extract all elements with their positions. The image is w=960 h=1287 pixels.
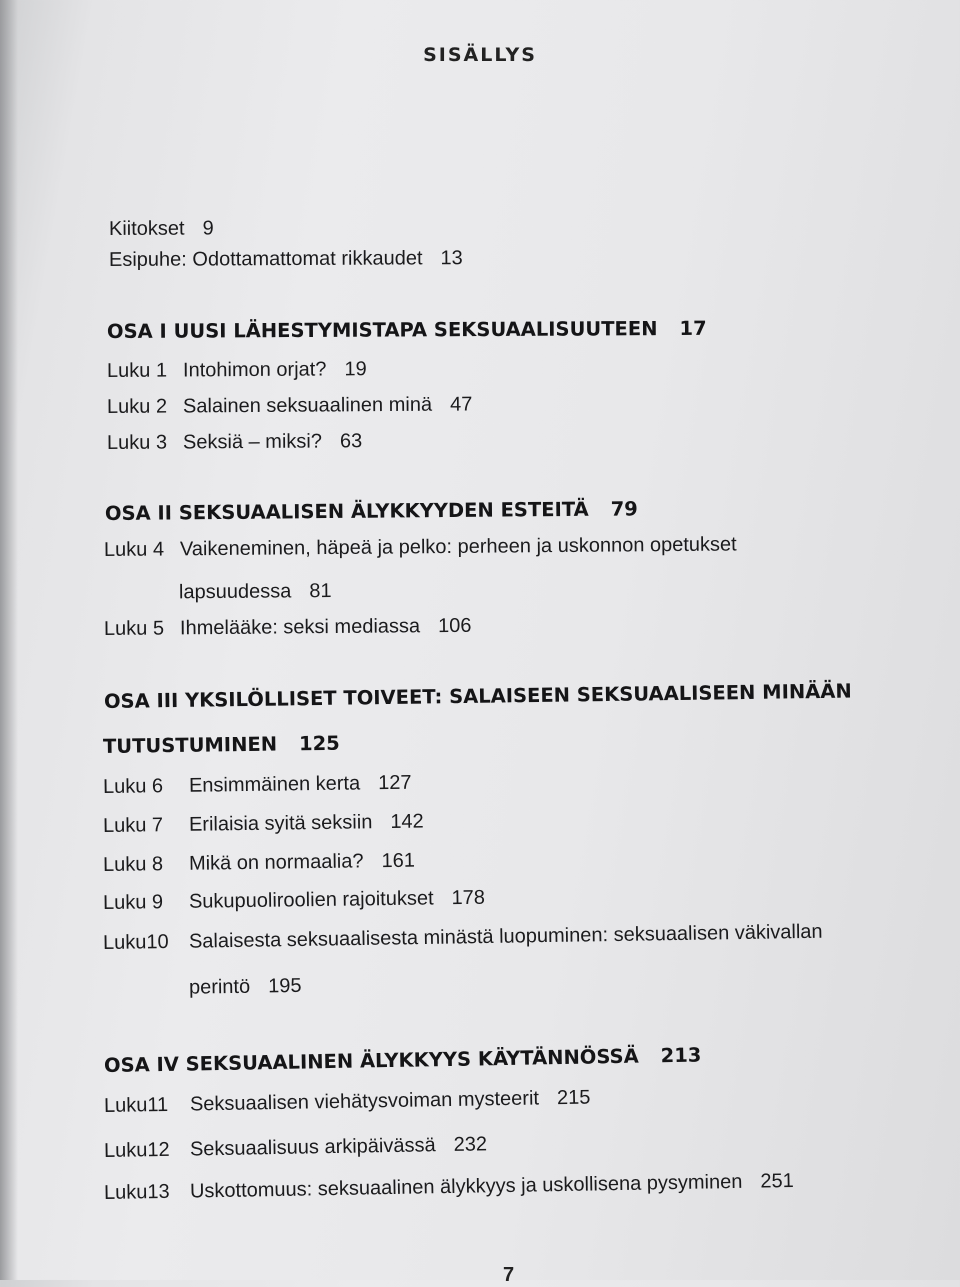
chapter-title-cont: lapsuudessa — [178, 580, 292, 604]
chapter-entry — [104, 1170, 794, 1205]
entry-label: Kiitokset — [108, 217, 185, 240]
chapter-page: 161 — [381, 849, 416, 873]
chapter-entry-continuation — [104, 580, 332, 605]
chapter-number: Luku12 — [103, 1138, 170, 1162]
chapter-number: Luku 1 — [106, 359, 168, 382]
chapter-title: Uskottomuus: seksuaalinen älykkyys ja uskollisena pysyminen — [189, 1170, 743, 1203]
chapter-entry — [103, 887, 485, 915]
chapter-page: 106 — [437, 614, 472, 638]
chapter-page: 63 — [339, 430, 363, 453]
part-heading-1 — [107, 317, 707, 343]
chapter-entry — [103, 921, 823, 955]
part-heading-4 — [104, 1044, 702, 1077]
chapter-title: Mikä on normaalia? — [188, 850, 364, 875]
chapter-page: 142 — [390, 810, 424, 833]
part-title: OSA IV SEKSUAALINEN ÄLYKKYYS KÄYTÄNNÖSSÄ — [103, 1044, 639, 1077]
chapter-number: Luku 3 — [106, 431, 168, 454]
chapter-entry — [104, 615, 472, 641]
chapter-entry — [107, 430, 362, 455]
chapter-number: Luku 4 — [103, 538, 165, 561]
part-title: OSA II SEKSUAALISEN ÄLYKKYYDEN ESTEITÄ — [104, 497, 589, 525]
chapter-page: 47 — [449, 393, 473, 416]
chapter-title: Seksuaalisuus arkipäivässä — [189, 1134, 436, 1161]
part-title-cont: TUTUSTUMINEN — [102, 732, 278, 758]
chapter-number: Luku13 — [103, 1180, 170, 1204]
part-page: 79 — [610, 497, 638, 521]
chapter-title: Seksuaalisen viehätysvoiman mysteerit — [189, 1087, 540, 1116]
chapter-entry — [103, 850, 415, 877]
part-page: 213 — [660, 1043, 702, 1068]
entry-label: Esipuhe: Odottamattomat rikkaudet — [108, 247, 423, 271]
chapter-number: Luku 2 — [106, 395, 168, 418]
part-heading-3-continuation — [103, 732, 340, 758]
chapter-title: Vaikeneminen, häpeä ja pelko: perheen ja uskonnon opetukset — [179, 533, 737, 561]
part-heading-2 — [105, 497, 638, 525]
chapter-title: Seksiä – miksi? — [182, 430, 323, 454]
chapter-number: Luku 8 — [102, 853, 164, 876]
chapter-entry-continuation — [103, 975, 302, 1001]
chapter-title: Sukupuoliroolien rajoitukset — [188, 887, 434, 913]
toc-entry-kiitokset — [109, 217, 214, 241]
chapter-page: 232 — [453, 1133, 488, 1156]
chapter-number: Luku 6 — [102, 775, 164, 798]
part-page: 125 — [298, 731, 340, 756]
chapter-entry — [104, 1133, 487, 1163]
chapter-number: Luku11 — [103, 1093, 169, 1117]
chapter-number: Luku10 — [102, 930, 169, 954]
chapter-page: 215 — [556, 1086, 591, 1110]
part-title: OSA I UUSI LÄHESTYMISTAPA SEKSUAALISUUTEEN — [106, 317, 658, 343]
chapter-entry — [107, 393, 472, 419]
chapter-title: Ensimmäinen kerta — [188, 772, 361, 797]
chapter-title: Intohimon orjat? — [182, 358, 327, 382]
chapter-title-cont: perintö — [188, 975, 251, 999]
part-heading-3 — [104, 680, 852, 713]
chapter-page: 127 — [378, 771, 412, 795]
chapter-title: Erilaisia syitä seksiin — [188, 811, 373, 836]
chapter-page: 178 — [451, 886, 486, 910]
chapter-entry — [104, 533, 737, 562]
chapter-page: 195 — [267, 974, 302, 998]
page-number: 7 — [503, 1264, 515, 1286]
chapter-entry — [103, 811, 424, 838]
chapter-page: 81 — [309, 580, 332, 603]
chapter-entry — [104, 1087, 591, 1118]
chapter-number: Luku 9 — [102, 891, 164, 914]
toc-entry-esipuhe — [109, 247, 463, 272]
chapter-title: Salainen seksuaalinen minä — [182, 393, 433, 418]
chapter-entry — [107, 358, 367, 383]
chapter-title: Ihmelääke: seksi mediassa — [179, 615, 421, 640]
entry-page: 9 — [202, 217, 214, 240]
part-page: 17 — [679, 316, 707, 341]
page-title: SISÄLLYS — [423, 44, 537, 66]
chapter-entry — [103, 772, 412, 799]
part-title: OSA III YKSILÖLLISET TOIVEET: SALAISEEN SEKSUAALISEEN MINÄÄN — [103, 679, 852, 713]
chapter-number: Luku 5 — [103, 617, 165, 640]
chapter-page: 251 — [760, 1169, 794, 1193]
chapter-number: Luku 7 — [102, 814, 164, 837]
entry-page: 13 — [440, 247, 463, 270]
chapter-title: Salaisesta seksuaalisesta minästä luopuminen: seksuaalisen väkivallan — [188, 920, 823, 953]
chapter-page: 19 — [344, 358, 367, 381]
